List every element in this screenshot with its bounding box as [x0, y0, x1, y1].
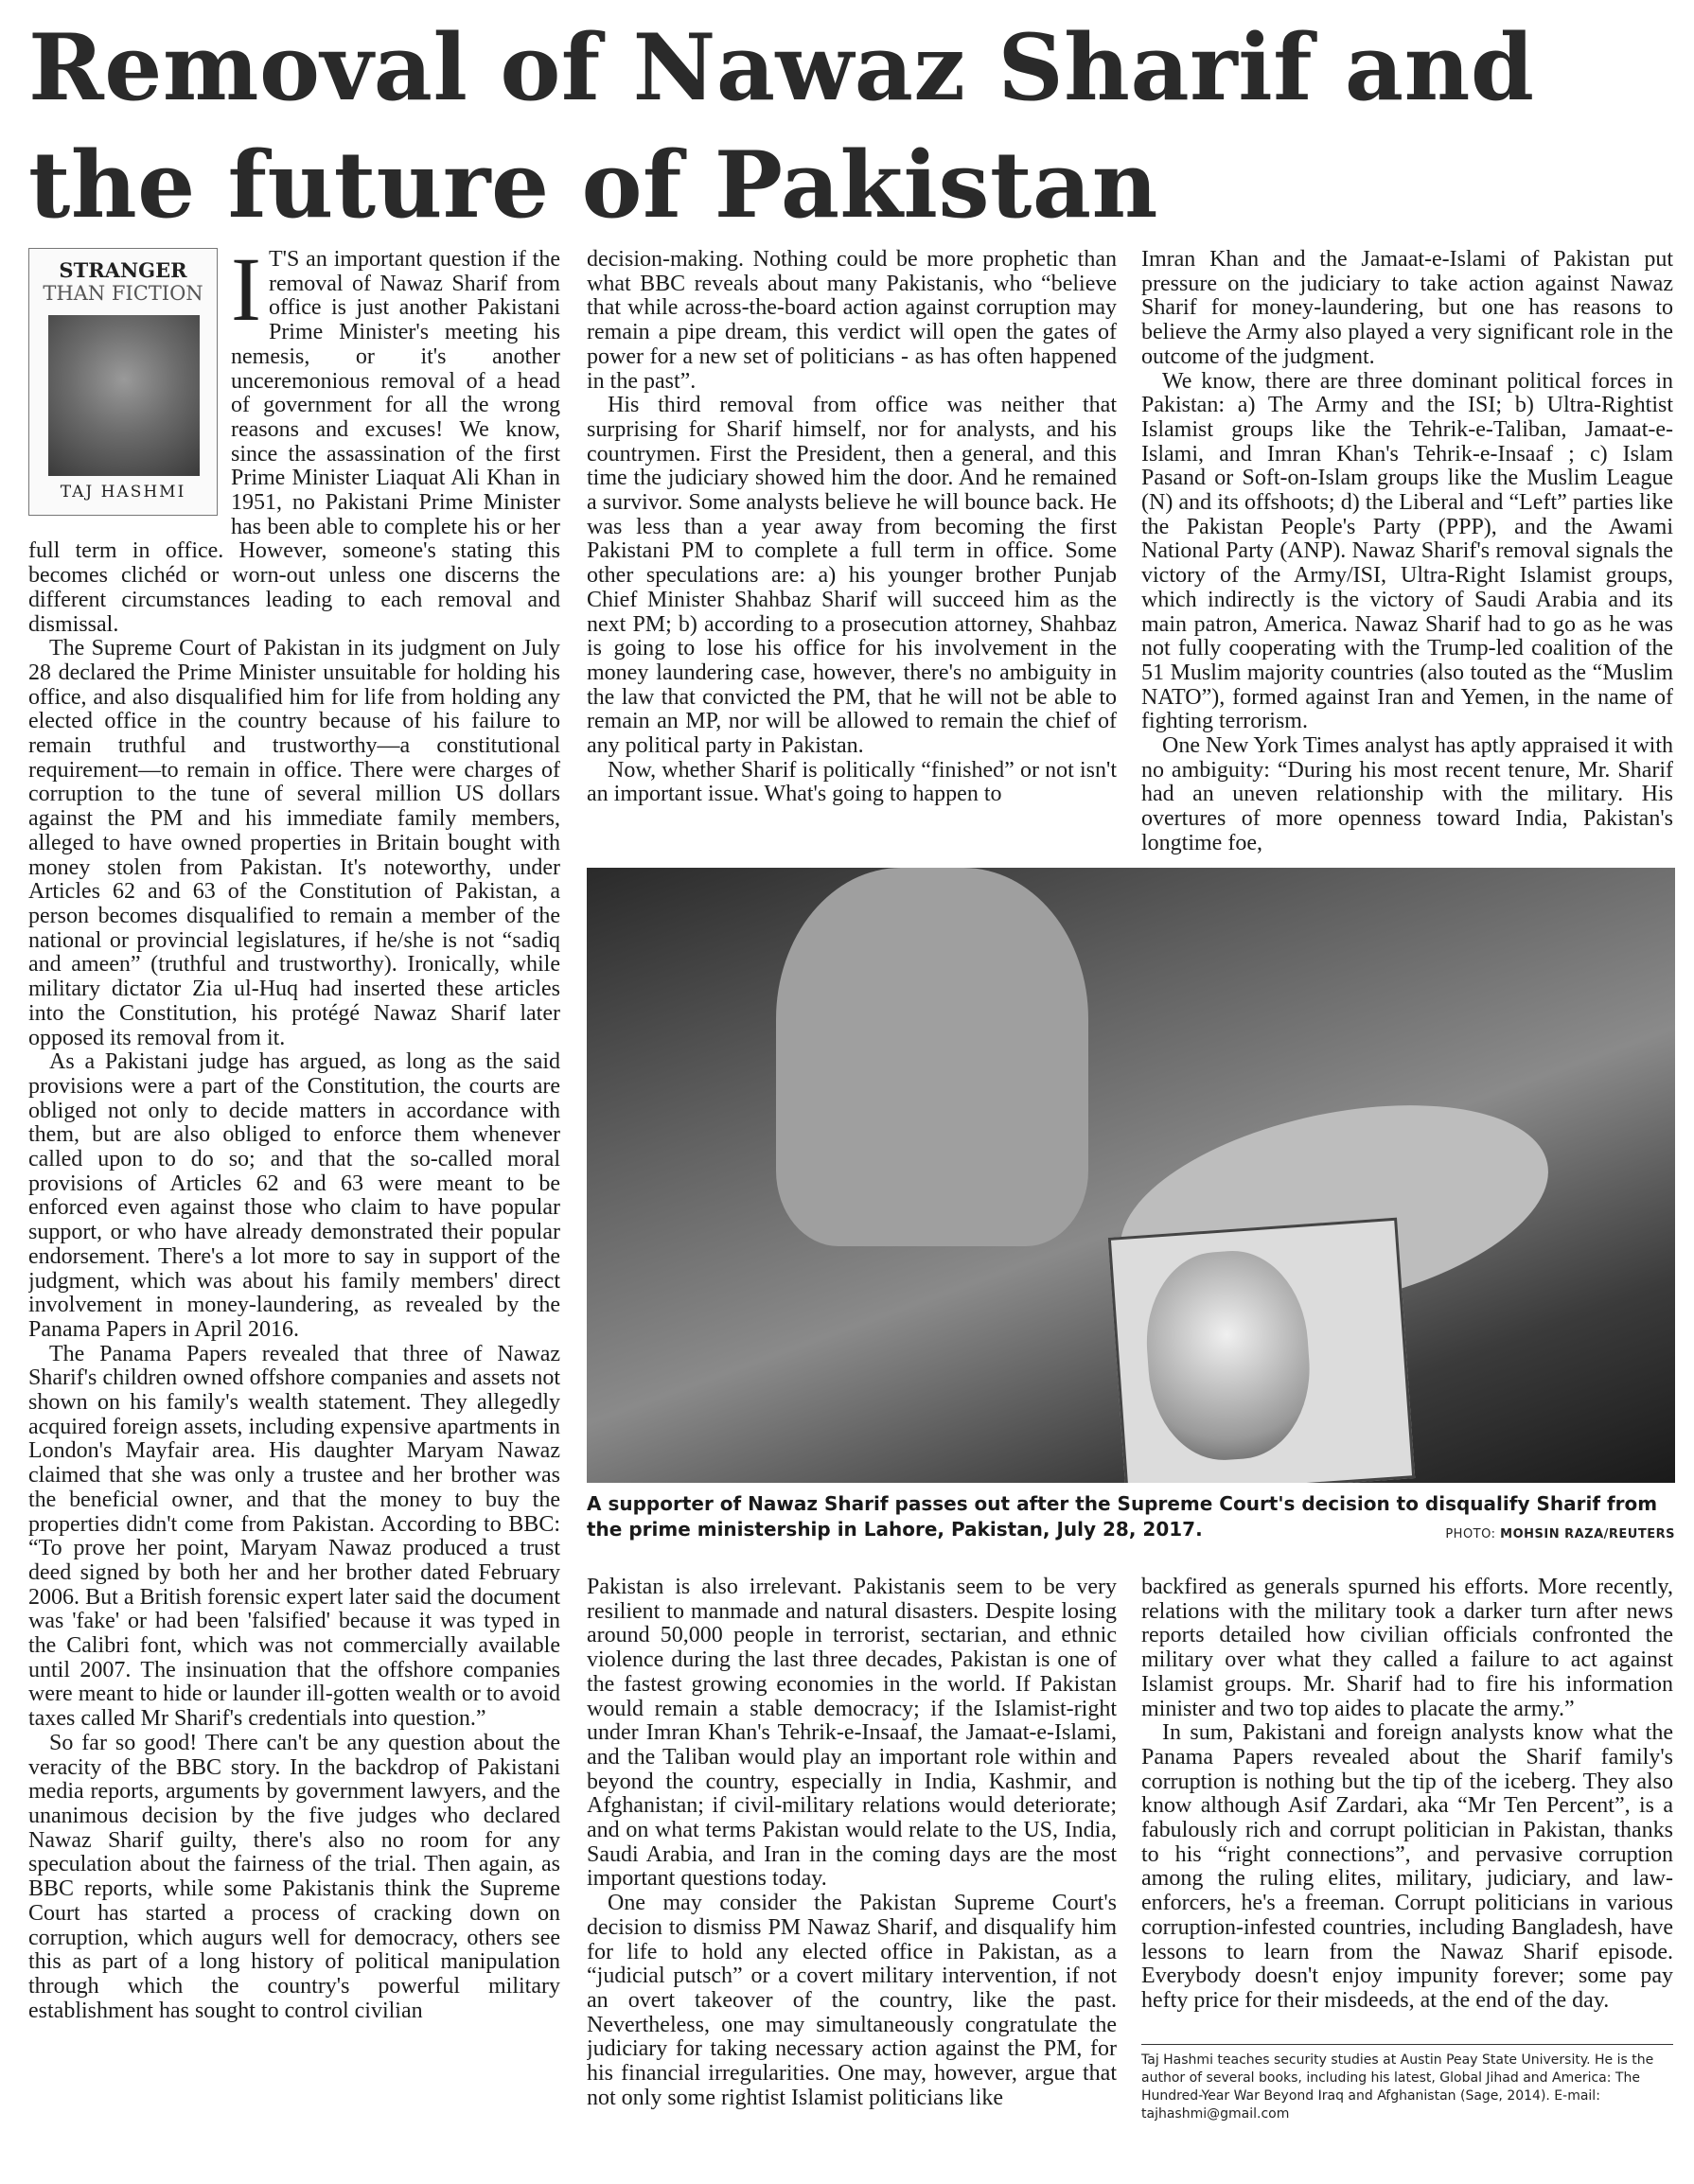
paragraph: His third removal from office was neither that surprising for Sharif himself, nor for analysts, and his countrymen. First the President, then a general, and this time the judiciary showed him the door. And he remained a survivor. Some analysts believe he will bounce back. He was less than a year away from becoming the first Pakistani PM to complete a full term in office. Some other speculations are: a) his younger brother Punjab Chief Minister Shahbaz Sharif will succeed him as the next PM; b) according to a prosecution attorney, Shahbaz is going to lose his office for his involvement in the money laundering case, however, there's no ambiguity in the law that convicted the PM, that he will not be able to remain an MP, nor will be allowed to remain the chief of any political party in Pakistan.: [587, 393, 1117, 759]
paragraph: The Supreme Court of Pakistan in its judgment on July 28 declared the Prime Minister unsuitable for holding his office, and also disqualified him for life from holding any elected office in the country because of his failure to remain truthful and trustworthy—a constitutional requirement—to remain in office. There were charges of corruption to the tune of several million US dollars against the PM and his immediate family members, alleged to have owned properties in Britain bought with money stolen from Pakistan. It's noteworthy, under Articles 62 and 63 of the Constitution of Pakistan, a person becomes disqualified to remain a member of the national or provincial legislatures, if he/she is not “sadiq and ameen” (truthful and trustworthy). Ironically, while military dictator Zia ul-Huq had inserted these articles into the Constitution, his protégé Nawaz Sharif later opposed its removal from it.: [28, 636, 560, 1050]
article-column-1: [28, 248, 560, 2178]
paragraph: Pakistan is also irrelevant. Pakistanis seem to be very resilient to manmade and natural disasters. Despite losing around 50,000 people in terrorist, sectarian, and ethnic violence during the last three decades, Pakistan is one of the fastest growing economies in the world. If Pakistan would remain a stable democracy; if the Islamist-right under Imran Khan's Tehrik-e-Insaaf, the Jamaat-e-Islami, and the Taliban would play an important role within and beyond the country, especially in India, Kashmir, and Afghanistan; if civil-military relations would deteriorate; and on what terms Pakistan would relate to the US, India, Saudi Arabia, and Iran in the coming days are the most important questions today.: [587, 1576, 1117, 1892]
paragraph: So far so good! There can't be any question about the veracity of the BBC story. In the backdrop of Pakistani media reports, arguments by government lawyers, and the unanimous decision by the five judges who declared Nawaz Sharif guilty, there's also no room for any speculation about the fairness of the trial. Then again, as BBC reports, while some Pakistanis think the Supreme Court has started a process of cracking down on corruption, which augurs well for democracy, others see this as part of a long history of political manipulation through which the country's powerful military establishment has sought to control civilian: [28, 1730, 560, 2023]
paragraph: In sum, Pakistani and foreign analysts know what the Panama Papers revealed about the Sharif family's corruption is nothing but the tip of the iceberg. They also know although Asif Zardari, aka “Mr Ten Percent”, is a fabulously rich and corrupt politician in Pakistan, thanks to his “right connections”, and pervasive corruption among the ruling elites, military, judiciary, and law-enforcers, he's a freeman. Corrupt politicians in various corruption-infested countries, including Bangladesh, have lessons to learn from the Nawaz Sharif episode. Everybody doesn't enjoy impunity forever; some pay hefty price for their misdeeds, at the end of the day.: [1141, 1720, 1673, 2013]
author-byline: TAJ HASHMI: [60, 483, 186, 502]
article-column-2: [587, 248, 1117, 863]
drop-cap: I: [231, 248, 261, 340]
paragraph: backfired as generals spurned his efforts. More recently, relations with the military took a darker turn after news reports detailed how civilian officials confronted the military over what they called a failure to act against Islamist groups. Mr. Sharif had to fire his information minister and two top aides to placate the army.”: [1141, 1576, 1673, 1721]
paragraph: We know, there are three dominant political forces in Pakistan: a) The Army and the ISI; b) Ultra-Rightist Islamist groups like the Tehrik-e-Taliban, Jamaat-e-Islami, and Imran Khan's Tehrik-e-Insaaf ; c) Islam Pasand or Soft-on-Islam groups like the Muslim League (N) and its offshoots; d) the Liberal and “Left” parties like the Pakistan People's Party (PPP), and the Awami National Party (ANP). Nawaz Sharif's removal signals the victory of the Army/ISI, Ultra-Right Islamist groups, which indirectly is the victory of Saudi Arabia and its main patron, America. Nawaz Sharif had to go as he was not fully cooperating with the Trump-led coalition of the 51 Muslim majority countries (also touted as the “Muslim NATO”), formed against Iran and Yemen, in the name of fighting terrorism.: [1141, 368, 1673, 734]
paragraph: One may consider the Pakistan Supreme Court's decision to dismiss PM Nawaz Sharif, and disqualify him for life to hold any elected office in Pakistan, as a “judicial putsch” or a covert military intervention, if not an overt takeover of the country, like the past. Nevertheless, one may simultaneously congratulate the judiciary for taking necessary action against the PM, for his financial irregularities. One may, however, argue that not only some rightist Islamist politicians like: [587, 1891, 1117, 2110]
photo-credit-label: PHOTO:: [1445, 1527, 1496, 1541]
photo-poster: [1108, 1218, 1416, 1483]
paragraph: As a Pakistani judge has argued, as long as the said provisions were a part of the Constitution, the courts are obliged not only to decide matters in accordance with them, but are also obliged to enforce them whenever called upon to do so; and that the so-called moral provisions of Articles 62 and 63 were meant to be enforced even against those who claim to have popular support, or who have already demonstrated their popular endorsement. There's a lot more to say in support of the judgment, which was about his family members' direct involvement in money-laundering, as revealed by the Panama Papers in April 2016.: [28, 1049, 560, 1342]
column-kicker-line2: THAN FICTION: [43, 282, 203, 305]
columnist-box: [28, 248, 218, 516]
poster-portrait: [1140, 1246, 1315, 1465]
news-photo: [587, 868, 1675, 1483]
column-kicker-line1: STRANGER: [59, 258, 187, 282]
headline: Removal of Nawaz Sharif and the future of Pakistan: [28, 14, 1535, 238]
article-column-4: [587, 1576, 1117, 2181]
author-portrait: [48, 315, 200, 476]
photo-credit-name: MOHSIN RAZA/REUTERS: [1500, 1527, 1675, 1541]
paragraph: T'S an important question if the removal of Nawaz Sharif from office is just another Pakistani Prime Minister's meeting his nemesis, or it's another unceremonious removal of a head of government for all the wrong reasons and excuses! We know, since the assassination of the first Prime Minister Liaquat Ali Khan in 1951, no Pakistani Prime Minister has been able to complete his or her full term in office. However, someone's stating this becomes clichéd or worn-out unless one discerns the different circumstances leading to each removal and dismissal.: [28, 248, 560, 637]
paragraph: The Panama Papers revealed that three of Nawaz Sharif's children owned offshore companies and assets not shown on his family's wealth statement. They allegedly acquired foreign assets, including expensive apartments in London's Mayfair area. His daughter Maryam Nawaz claimed that she was only a trustee and her brother was the beneficial owner, and that the money to buy the properties didn't come from Pakistan. According to BBC: “To prove her point, Maryam Nawaz produced a trust deed signed by both her and her brother dated February 2006. But a British forensic expert later said the document was 'fake' or had been 'falsified' because it was typed in the Calibri font, which was not commercially available until 2007. The insinuation that the offshore companies were meant to hide or launder ill-gotten wealth or to avoid taxes called Mr Sharif's credentials into question.”: [28, 1341, 560, 1732]
author-bio: Taj Hashmi teaches security studies at Austin Peay State University. He is the author of several books, including his latest, Global Jihad and America: The Hundred-Year War Beyond Iraq and Afghanistan (Sage, 2014). E-mail: tajhashmi@gmail.com: [1141, 2052, 1654, 2122]
article-column-5: [1141, 1576, 1673, 2039]
article-column-3: [1141, 248, 1673, 863]
photo-caption: A supporter of Nawaz Sharif passes out after the Supreme Court's decision to disqualify Sharif from the prime ministership in Lahore, Pakistan, July 28, 2017.: [587, 1492, 1658, 1541]
paragraph: Now, whether Sharif is politically “finished” or not isn't an important issue. What's going to happen to: [587, 757, 1117, 807]
paragraph: decision-making. Nothing could be more prophetic than what BBC reveals about many Pakistanis, who “believe that while across-the-board action against corruption may remain a pipe dream, this verdict will open the gates of power for a new set of politicians - as has often happened in the past”.: [587, 248, 1117, 394]
paragraph: Imran Khan and the Jamaat-e-Islami of Pakistan put pressure on the judiciary to take action against Nawaz Sharif for money-laundering, but one has reasons to believe the Army also played a very significant role in the outcome of the judgment.: [1141, 248, 1673, 369]
bio-divider: [1141, 2044, 1673, 2045]
photo-figure: [776, 868, 1088, 1246]
paragraph: One New York Times analyst has aptly appraised it with no ambiguity: “During his most recent tenure, Mr. Sharif had an uneven relationship with the military. His overtures of more openness toward India, Pakistan's longtime foe,: [1141, 733, 1673, 855]
photo-credit: [1382, 1527, 1675, 1541]
